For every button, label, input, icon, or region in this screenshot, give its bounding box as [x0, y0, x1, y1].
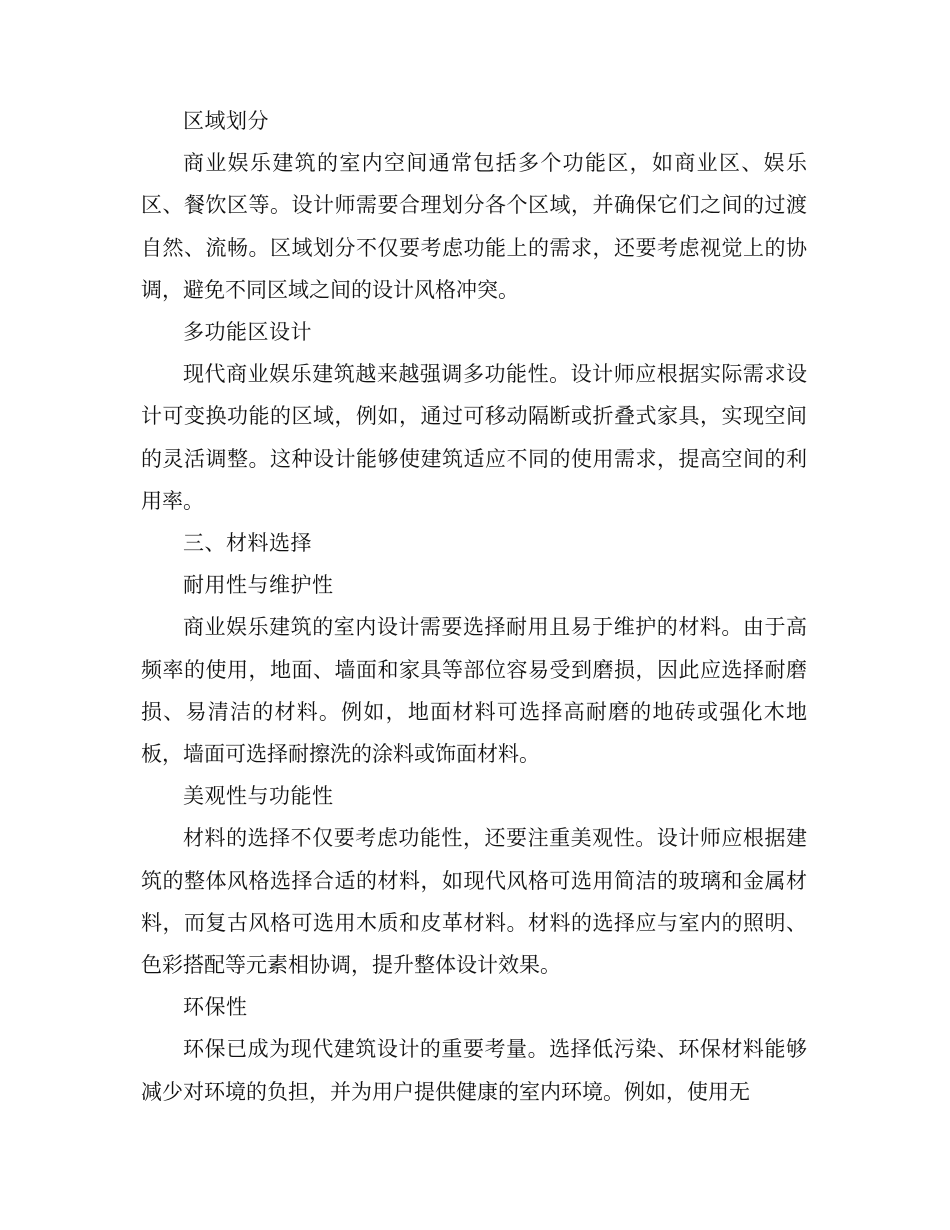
section-heading-aesthetics: 美观性与功能性 [183, 784, 334, 809]
paragraph-durability: 商业娱乐建筑的室内设计需要选择耐用且易于维护的材料。由于高频率的使用，地面、墙面和家具等部位容易受到磨损，因此应选择耐磨损、易清洁的材料。例如，地面材料可选择高耐磨的地砖或强化木地板，墙面可选择耐擦洗的涂料或饰面材料。 [141, 615, 807, 767]
chapter-heading-material-selection: 三、材料选择 [183, 531, 312, 556]
paragraph-zone-division: 商业娱乐建筑的室内空间通常包括多个功能区，如商业区、娱乐区、餐饮区等。设计师需要合理划分各个区域，并确保它们之间的过渡自然、流畅。区域划分不仅要考虑功能上的需求，还要考虑视觉上的协调，避免不同区域之间的设计风格冲突。 [141, 151, 807, 302]
paragraph-eco-friendly: 环保已成为现代建筑设计的重要考量。选择低污染、环保材料能够减少对环境的负担，并为用户提供健康的室内环境。例如，使用无 [141, 1037, 807, 1104]
section-heading-multifunction-design: 多功能区设计 [183, 320, 312, 345]
document-body [141, 100, 807, 1113]
paragraph-aesthetics: 材料的选择不仅要考虑功能性，还要注重美观性。设计师应根据建筑的整体风格选择合适的材料，如现代风格可选用简洁的玻璃和金属材料，而复古风格可选用木质和皮革材料。材料的选择应与室内的照明、色彩搭配等元素相协调，提升整体设计效果。 [141, 826, 807, 978]
section-heading-durability: 耐用性与维护性 [183, 573, 334, 598]
section-heading-zone-division: 区域划分 [183, 109, 269, 133]
section-heading-eco-friendly: 环保性 [183, 995, 248, 1020]
paragraph-multifunction-design: 现代商业娱乐建筑越来越强调多功能性。设计师应根据实际需求设计可变换功能的区域，例如，通过可移动隔断或折叠式家具，实现空间的灵活调整。这种设计能够使建筑适应不同的使用需求，提高空间的利用率。 [141, 362, 807, 513]
